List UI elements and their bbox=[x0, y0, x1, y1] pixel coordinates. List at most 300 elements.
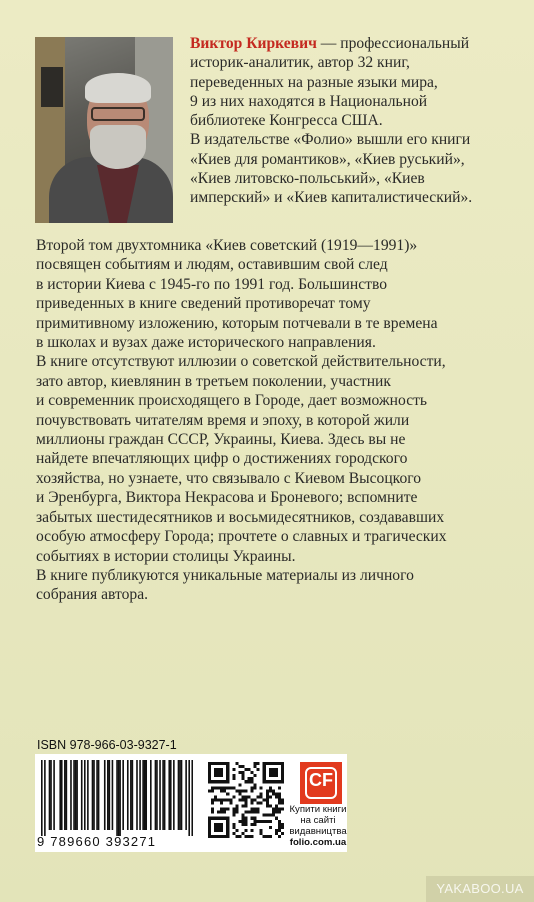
qr-module bbox=[220, 786, 223, 789]
qr-module bbox=[278, 798, 281, 801]
qr-module bbox=[263, 835, 266, 838]
author-bio-line: «Киев для романтиков», «Киев руський», bbox=[190, 150, 465, 168]
barcode-bar bbox=[98, 760, 100, 830]
barcode-bar bbox=[104, 760, 106, 830]
author-bio-line: В издательстве «Фолио» вышли его книги bbox=[190, 131, 471, 149]
qr-module bbox=[275, 817, 278, 820]
author-bio-line: 9 из них находятся в Национальной bbox=[190, 92, 428, 110]
qr-module bbox=[244, 789, 247, 792]
qr-module bbox=[217, 823, 220, 826]
qr-module bbox=[275, 795, 278, 798]
barcode-bar bbox=[84, 760, 86, 830]
qr-module bbox=[263, 762, 266, 765]
qr-module bbox=[223, 811, 226, 814]
qr-module bbox=[254, 808, 257, 811]
qr-module bbox=[278, 802, 281, 805]
barcode-bar bbox=[145, 760, 147, 830]
qr-module bbox=[214, 771, 217, 774]
barcode-bar bbox=[127, 760, 129, 830]
qr-module bbox=[244, 811, 247, 814]
qr-module bbox=[275, 792, 278, 795]
qr-module bbox=[254, 762, 257, 765]
qr-module bbox=[244, 768, 247, 771]
qr-code[interactable] bbox=[208, 762, 284, 838]
qr-module bbox=[208, 777, 211, 780]
qr-module bbox=[244, 835, 247, 838]
qr-module bbox=[214, 829, 217, 832]
qr-module bbox=[263, 798, 266, 801]
barcode-bar bbox=[53, 760, 55, 830]
qr-module bbox=[263, 780, 266, 783]
qr-module bbox=[275, 762, 278, 765]
qr-module bbox=[229, 798, 232, 801]
qr-module bbox=[232, 786, 235, 789]
qr-module bbox=[278, 786, 281, 789]
barcode-bar bbox=[150, 760, 152, 830]
qr-module bbox=[229, 786, 232, 789]
barcode-bar bbox=[144, 760, 146, 830]
qr-module bbox=[275, 774, 278, 777]
qr-module bbox=[211, 808, 214, 811]
qr-module bbox=[254, 774, 257, 777]
barcode-bar bbox=[116, 760, 118, 836]
qr-module bbox=[251, 802, 254, 805]
description-line: зато автор, киевлянин в третьем поколении, участник bbox=[36, 372, 391, 390]
barcode-bar bbox=[179, 760, 181, 830]
description-line: Второй том двухтомника «Киев советский (1919—1991)» bbox=[36, 237, 418, 254]
qr-module bbox=[223, 786, 226, 789]
qr-module bbox=[208, 789, 211, 792]
folio-logo-icon bbox=[300, 762, 342, 804]
qr-module bbox=[220, 789, 223, 792]
barcode-bar bbox=[59, 760, 61, 830]
qr-module bbox=[208, 765, 211, 768]
qr-module bbox=[272, 762, 275, 765]
qr-module bbox=[278, 811, 281, 814]
qr-module bbox=[275, 771, 278, 774]
qr-module bbox=[257, 768, 260, 771]
barcode-panel bbox=[35, 754, 347, 852]
qr-module bbox=[251, 817, 254, 820]
qr-module bbox=[248, 811, 251, 814]
qr-module bbox=[266, 820, 269, 823]
barcode-bar bbox=[178, 760, 180, 830]
author-bio bbox=[190, 34, 520, 208]
qr-module bbox=[232, 795, 235, 798]
description-line: посвящен событиям и людям, оставившим свой след bbox=[36, 256, 388, 274]
qr-module bbox=[223, 835, 226, 838]
qr-module bbox=[226, 768, 229, 771]
qr-module bbox=[226, 820, 229, 823]
qr-module bbox=[272, 771, 275, 774]
qr-module bbox=[232, 814, 235, 817]
qr-module bbox=[238, 820, 241, 823]
barcode-bar bbox=[93, 760, 95, 830]
qr-module bbox=[220, 829, 223, 832]
qr-module bbox=[226, 771, 229, 774]
qr-module bbox=[211, 817, 214, 820]
qr-module bbox=[217, 762, 220, 765]
barcode-bar bbox=[122, 760, 124, 830]
barcode-bar bbox=[75, 760, 77, 830]
folio-logo-letters: CF bbox=[309, 770, 333, 790]
qr-module bbox=[232, 808, 235, 811]
qr-module bbox=[278, 826, 281, 829]
qr-module bbox=[260, 829, 263, 832]
qr-module bbox=[226, 808, 229, 811]
qr-module bbox=[220, 798, 223, 801]
qr-module bbox=[238, 835, 241, 838]
qr-module bbox=[257, 762, 260, 765]
description-line: особую атмосферу Города; прочтете о славных и трагических bbox=[36, 528, 447, 546]
qr-module bbox=[211, 798, 214, 801]
qr-module bbox=[214, 826, 217, 829]
qr-module bbox=[223, 762, 226, 765]
barcode-bar bbox=[181, 760, 183, 830]
description-line: найдете впечатляющих цифр о достижениях городского bbox=[36, 450, 408, 468]
barcode-bar bbox=[73, 760, 75, 830]
barcode-bar bbox=[50, 760, 52, 830]
qr-module bbox=[269, 774, 272, 777]
qr-module bbox=[241, 789, 244, 792]
description-line: примитивному изложению, которым потчевали в те времена bbox=[36, 314, 438, 332]
qr-module bbox=[260, 832, 263, 835]
barcode-bar bbox=[173, 760, 175, 830]
qr-module bbox=[217, 768, 220, 771]
qr-module bbox=[226, 786, 229, 789]
qr-module bbox=[241, 805, 244, 808]
qr-module bbox=[251, 808, 254, 811]
qr-module bbox=[241, 771, 244, 774]
qr-module bbox=[217, 780, 220, 783]
qr-module bbox=[257, 820, 260, 823]
qr-module bbox=[241, 823, 244, 826]
description-line: и современник происходящего в Городе, дает возможность bbox=[36, 392, 428, 410]
qr-module bbox=[211, 789, 214, 792]
barcode-bar bbox=[76, 760, 78, 830]
qr-module bbox=[266, 780, 269, 783]
qr-module bbox=[241, 774, 244, 777]
qr-module bbox=[275, 805, 278, 808]
qr-module bbox=[232, 777, 235, 780]
qr-module bbox=[257, 802, 260, 805]
author-bio-line: «Киев литовско-польський», «Киев bbox=[190, 170, 425, 188]
qr-module bbox=[223, 808, 226, 811]
barcode-bar bbox=[81, 760, 83, 830]
qr-module bbox=[275, 811, 278, 814]
qr-module bbox=[226, 762, 229, 765]
qr-module bbox=[235, 789, 238, 792]
qr-module bbox=[251, 835, 254, 838]
qr-module bbox=[232, 826, 235, 829]
qr-module bbox=[266, 805, 269, 808]
qr-module bbox=[244, 798, 247, 801]
barcode-bar bbox=[64, 760, 66, 830]
qr-module bbox=[211, 811, 214, 814]
qr-module bbox=[272, 792, 275, 795]
qr-module bbox=[208, 780, 211, 783]
qr-module bbox=[266, 802, 269, 805]
qr-module bbox=[220, 823, 223, 826]
qr-module bbox=[208, 820, 211, 823]
qr-module bbox=[211, 802, 214, 805]
barcode-bar bbox=[185, 760, 187, 830]
qr-module bbox=[281, 762, 284, 765]
qr-module bbox=[272, 811, 275, 814]
qr-module bbox=[248, 777, 251, 780]
qr-module bbox=[269, 835, 272, 838]
qr-module bbox=[260, 820, 263, 823]
barcode-bar bbox=[130, 760, 132, 830]
qr-module bbox=[238, 792, 241, 795]
qr-module bbox=[269, 805, 272, 808]
qr-module bbox=[226, 829, 229, 832]
barcode-bar bbox=[139, 760, 141, 830]
qr-module bbox=[217, 826, 220, 829]
barcode-bar bbox=[159, 760, 161, 830]
qr-module bbox=[254, 765, 257, 768]
qr-module bbox=[244, 795, 247, 798]
description-line: собрания автора. bbox=[36, 586, 149, 604]
qr-module bbox=[220, 835, 223, 838]
qr-module bbox=[211, 780, 214, 783]
qr-module bbox=[214, 835, 217, 838]
qr-module bbox=[266, 835, 269, 838]
qr-module bbox=[263, 765, 266, 768]
qr-module bbox=[214, 817, 217, 820]
qr-module bbox=[244, 802, 247, 805]
qr-module bbox=[254, 783, 257, 786]
qr-module bbox=[263, 820, 266, 823]
buy-line: видавництва bbox=[289, 826, 347, 837]
qr-module bbox=[269, 826, 272, 829]
qr-module bbox=[226, 832, 229, 835]
qr-module bbox=[208, 835, 211, 838]
qr-module bbox=[220, 780, 223, 783]
qr-module bbox=[241, 798, 244, 801]
qr-module bbox=[232, 811, 235, 814]
qr-module bbox=[217, 774, 220, 777]
qr-module bbox=[263, 774, 266, 777]
qr-module bbox=[208, 762, 211, 765]
qr-module bbox=[244, 817, 247, 820]
qr-module bbox=[263, 771, 266, 774]
qr-module bbox=[214, 768, 217, 771]
qr-module bbox=[214, 798, 217, 801]
qr-module bbox=[251, 798, 254, 801]
qr-module bbox=[281, 823, 284, 826]
qr-module bbox=[208, 829, 211, 832]
qr-module bbox=[241, 795, 244, 798]
qr-module bbox=[220, 808, 223, 811]
qr-module bbox=[220, 762, 223, 765]
book-description bbox=[36, 236, 516, 605]
qr-module bbox=[238, 789, 241, 792]
qr-module bbox=[229, 802, 232, 805]
buy-books-note bbox=[287, 804, 349, 848]
qr-module bbox=[223, 789, 226, 792]
qr-module bbox=[281, 802, 284, 805]
qr-module bbox=[266, 795, 269, 798]
qr-module bbox=[260, 786, 263, 789]
qr-module bbox=[278, 823, 281, 826]
qr-module bbox=[235, 811, 238, 814]
barcode-bar bbox=[156, 760, 158, 830]
barcode-bar bbox=[41, 760, 43, 836]
description-line: миллионы граждан СССР, Украины, Киева. Здесь вы не bbox=[36, 431, 406, 449]
description-line: В книге публикуются уникальные материалы из личного bbox=[36, 566, 414, 584]
qr-module bbox=[269, 762, 272, 765]
description-line: почувствовать читателям время и эпоху, в которой жили bbox=[36, 411, 410, 429]
barcode-bar bbox=[191, 760, 193, 836]
qr-module bbox=[235, 762, 238, 765]
qr-module bbox=[220, 771, 223, 774]
qr-module bbox=[211, 786, 214, 789]
qr-module bbox=[214, 762, 217, 765]
qr-module bbox=[226, 823, 229, 826]
qr-module bbox=[235, 808, 238, 811]
barcode-bar bbox=[170, 760, 172, 830]
qr-module bbox=[208, 823, 211, 826]
description-line: в истории Киева с 1945-го по 1991 год. Большинство bbox=[36, 275, 388, 293]
qr-module bbox=[241, 765, 244, 768]
barcode-bar bbox=[162, 760, 164, 830]
qr-module bbox=[220, 774, 223, 777]
barcode-number: 9 789660 393271 bbox=[37, 834, 157, 849]
barcode-bar bbox=[87, 760, 89, 830]
qr-module bbox=[251, 789, 254, 792]
qr-module bbox=[266, 792, 269, 795]
qr-module bbox=[223, 798, 226, 801]
isbn-text: ISBN 978-966-03-9327-1 bbox=[37, 738, 177, 752]
qr-module bbox=[208, 768, 211, 771]
qr-module bbox=[220, 768, 223, 771]
qr-module bbox=[241, 777, 244, 780]
qr-module bbox=[266, 762, 269, 765]
qr-module bbox=[269, 814, 272, 817]
qr-module bbox=[254, 798, 257, 801]
qr-module bbox=[226, 798, 229, 801]
qr-module bbox=[281, 777, 284, 780]
site-link[interactable]: folio.com.ua bbox=[289, 837, 347, 848]
qr-module bbox=[232, 832, 235, 835]
qr-module bbox=[281, 826, 284, 829]
qr-module bbox=[244, 805, 247, 808]
qr-module bbox=[235, 829, 238, 832]
qr-module bbox=[217, 829, 220, 832]
description-line: хозяйства, но узнаете, что связывало с Киевом Высоцкого bbox=[36, 469, 422, 487]
qr-module bbox=[241, 817, 244, 820]
barcode-bar bbox=[118, 760, 120, 836]
qr-module bbox=[217, 786, 220, 789]
qr-module bbox=[281, 765, 284, 768]
qr-module bbox=[275, 808, 278, 811]
qr-module bbox=[232, 768, 235, 771]
qr-module bbox=[278, 780, 281, 783]
qr-module bbox=[272, 789, 275, 792]
qr-module bbox=[251, 777, 254, 780]
qr-module bbox=[248, 795, 251, 798]
qr-module bbox=[278, 820, 281, 823]
qr-module bbox=[211, 762, 214, 765]
qr-module bbox=[238, 783, 241, 786]
qr-module bbox=[244, 820, 247, 823]
barcode-bar bbox=[142, 760, 144, 830]
qr-module bbox=[232, 774, 235, 777]
qr-module bbox=[208, 774, 211, 777]
barcode-bar bbox=[96, 760, 98, 830]
description-line: и Эренбурга, Виктора Некрасова и Броневого; вспомните bbox=[36, 489, 418, 507]
author-bio-line: переведенных на разные языки мира, bbox=[190, 73, 438, 91]
qr-module bbox=[263, 814, 266, 817]
qr-module bbox=[263, 768, 266, 771]
barcode-bar bbox=[155, 760, 157, 830]
qr-module bbox=[278, 829, 281, 832]
barcode-bar bbox=[107, 760, 109, 830]
qr-module bbox=[223, 780, 226, 783]
author-photo bbox=[35, 37, 173, 223]
qr-module bbox=[278, 808, 281, 811]
qr-module bbox=[272, 780, 275, 783]
qr-module bbox=[235, 835, 238, 838]
barcode-bar bbox=[92, 760, 94, 830]
author-bio-line: имперский» и «Киев капиталистический». bbox=[190, 189, 473, 207]
qr-module bbox=[269, 789, 272, 792]
qr-module bbox=[208, 832, 211, 835]
qr-module bbox=[238, 771, 241, 774]
qr-module bbox=[269, 768, 272, 771]
qr-module bbox=[251, 771, 254, 774]
barcode-bar bbox=[44, 760, 46, 836]
qr-module bbox=[248, 768, 251, 771]
qr-module bbox=[254, 823, 257, 826]
qr-module bbox=[244, 823, 247, 826]
qr-module bbox=[217, 835, 220, 838]
barcode-bar bbox=[188, 760, 190, 836]
barcode-bar bbox=[66, 760, 68, 830]
qr-module bbox=[254, 820, 257, 823]
qr-module bbox=[272, 768, 275, 771]
description-line: забытых шестидесятников и восьмидесятников, создававших bbox=[36, 508, 445, 526]
qr-module bbox=[235, 805, 238, 808]
qr-module bbox=[266, 798, 269, 801]
qr-module bbox=[266, 789, 269, 792]
barcode-bar bbox=[164, 760, 166, 830]
qr-module bbox=[244, 780, 247, 783]
author-name: Виктор Киркевич bbox=[190, 35, 317, 52]
qr-module bbox=[278, 795, 281, 798]
qr-module bbox=[226, 835, 229, 838]
description-line: событиях в истории столицы Украины. bbox=[36, 547, 296, 565]
description-line: В книге отсутствуют иллюзии о советской действительности, bbox=[36, 353, 446, 371]
qr-module bbox=[278, 792, 281, 795]
qr-module bbox=[275, 768, 278, 771]
qr-module bbox=[272, 774, 275, 777]
qr-module bbox=[217, 817, 220, 820]
qr-module bbox=[238, 798, 241, 801]
qr-module bbox=[269, 820, 272, 823]
qr-module bbox=[251, 780, 254, 783]
qr-module bbox=[281, 774, 284, 777]
barcode-bar bbox=[112, 760, 114, 830]
buy-line: Купити книги bbox=[289, 804, 347, 815]
qr-module bbox=[254, 786, 257, 789]
qr-module bbox=[214, 795, 217, 798]
qr-module bbox=[269, 780, 272, 783]
watermark: YAKABOO.UA bbox=[426, 876, 534, 902]
author-bio-line: библиотеке Конгресса США. bbox=[190, 112, 383, 130]
qr-module bbox=[217, 771, 220, 774]
